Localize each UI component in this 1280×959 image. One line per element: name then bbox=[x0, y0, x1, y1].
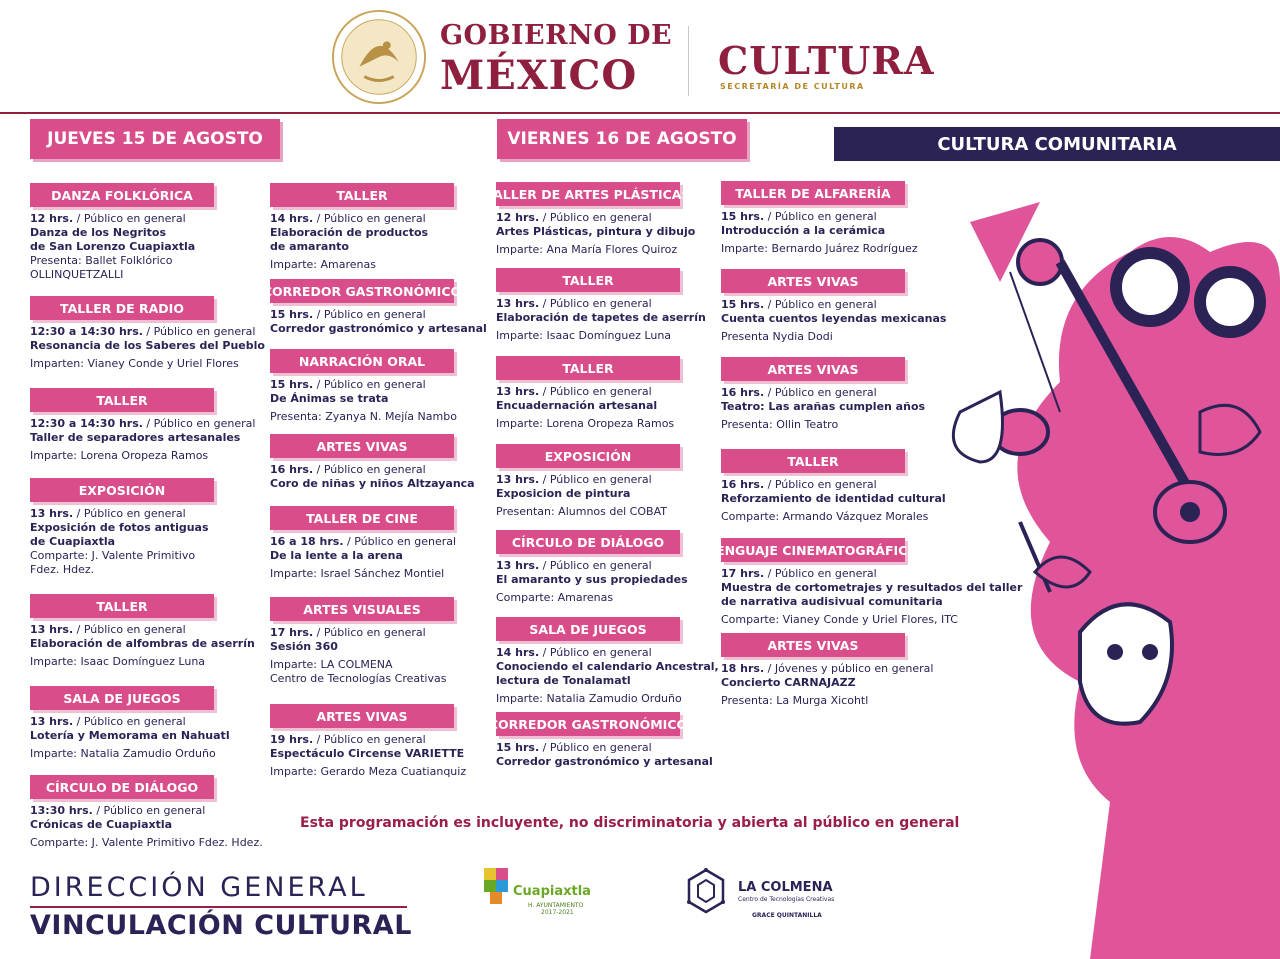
event-time-line bbox=[270, 308, 487, 322]
event-audience: / Público en general bbox=[313, 308, 426, 321]
event-audience: / Público en general bbox=[142, 325, 256, 338]
event-category-label: ARTES VIVAS bbox=[270, 704, 454, 728]
event-hour: 16 hrs. bbox=[721, 386, 765, 399]
ayuntamiento-text: H. AYUNTAMIENTO bbox=[528, 902, 584, 909]
event-audience: / Público en general bbox=[539, 473, 652, 486]
event-hour: 17 hrs. bbox=[270, 626, 314, 639]
event-category-label: TALLER bbox=[270, 183, 454, 207]
event-audience: / Público en general bbox=[73, 623, 186, 636]
vinculacion-cultural-text: VINCULACIÓN CULTURAL bbox=[30, 910, 412, 941]
event-section bbox=[496, 356, 680, 431]
event-time-line bbox=[30, 507, 214, 521]
cultura-title: CULTURA bbox=[718, 38, 935, 83]
event-presenter: Presenta Nydia Dodi bbox=[721, 330, 833, 343]
event-audience: / Público en general bbox=[73, 715, 186, 728]
event-time-line bbox=[721, 478, 946, 492]
event-category-label: TALLER bbox=[30, 594, 214, 618]
event-presenter: Imparte: Ana María Flores Quiroz bbox=[496, 243, 678, 256]
event-hour: 19 hrs. bbox=[270, 733, 314, 746]
event-title: Resonancia de los Saberes del Pueblo bbox=[30, 339, 265, 352]
event-section bbox=[270, 183, 454, 272]
la-colmena-signature: GRACE QUINTANILLA bbox=[752, 912, 822, 919]
event-audience: / Público en general bbox=[764, 210, 877, 223]
event-title: Sesión 360 bbox=[270, 640, 338, 653]
event-presenter: Presenta: Ollin Teatro bbox=[721, 418, 839, 431]
event-presenter: Imparte: Bernardo Juárez Rodríguez bbox=[721, 242, 918, 255]
event-title: Elaboración de productos bbox=[270, 226, 429, 239]
event-time-line bbox=[496, 559, 688, 573]
event-title: Coro de niñas y niños Altzayanca bbox=[270, 477, 475, 490]
event-title: Corredor gastronómico y artesanal bbox=[496, 755, 713, 768]
event-title: Introducción a la cerámica bbox=[721, 224, 886, 237]
event-category-label: ARTES VIVAS bbox=[721, 269, 905, 293]
event-category-label: TALLER DE RADIO bbox=[30, 296, 214, 320]
event-title: El amaranto y sus propiedades bbox=[496, 573, 688, 586]
inclusion-note: Esta programación es incluyente, no discriminatoria y abierta al público en general bbox=[300, 815, 960, 831]
event-category-label: TALLER DE ALFARERÍA bbox=[721, 181, 905, 205]
event-title: Reforzamiento de identidad cultural bbox=[721, 492, 946, 505]
event-time-line bbox=[721, 662, 933, 676]
event-time-line bbox=[270, 535, 456, 549]
mexico-title: MÉXICO bbox=[440, 52, 638, 99]
event-category-label: EXPOSICIÓN bbox=[496, 444, 680, 468]
event-category-label: TALLER bbox=[30, 388, 214, 412]
event-presenter: Comparte: J. Valente Primitivo bbox=[30, 549, 196, 562]
event-audience: / Público en general bbox=[343, 535, 457, 548]
event-presenter: Imparte: Isaac Domínguez Luna bbox=[30, 655, 206, 668]
event-hour: 16 hrs. bbox=[721, 478, 765, 491]
event-time-line bbox=[496, 473, 680, 487]
event-title: de amaranto bbox=[270, 240, 349, 253]
event-time-line bbox=[30, 623, 255, 637]
event-presenter: Imparte: Isaac Domínguez Luna bbox=[496, 329, 672, 342]
event-hour: 13 hrs. bbox=[496, 385, 540, 398]
event-section bbox=[270, 597, 454, 686]
header-divider bbox=[688, 26, 689, 96]
event-section bbox=[30, 686, 230, 761]
event-category-label: DANZA FOLKLÓRICA bbox=[30, 183, 214, 207]
event-audience: / Público en general bbox=[539, 297, 652, 310]
event-section bbox=[488, 712, 713, 769]
event-audience: / Público en general bbox=[313, 378, 426, 391]
event-section bbox=[270, 506, 456, 581]
event-section bbox=[262, 279, 487, 336]
event-section bbox=[30, 775, 263, 850]
event-category-label: ARTES VIVAS bbox=[721, 357, 905, 381]
friday-heading: VIERNES 16 DE AGOSTO bbox=[497, 119, 747, 159]
hexagon-logo-icon bbox=[686, 868, 726, 914]
event-title: lectura de Tonalamatl bbox=[496, 674, 631, 687]
event-audience: / Público en general bbox=[92, 804, 206, 817]
event-audience: / Público en general bbox=[764, 567, 877, 580]
event-presenter: Imparte: Natalia Zamudio Orduño bbox=[496, 692, 682, 705]
event-presenter: Imparte: Lorena Oropeza Ramos bbox=[30, 449, 209, 462]
event-audience: / Público en general bbox=[764, 298, 877, 311]
event-time-line bbox=[496, 741, 713, 755]
event-title: Encuadernación artesanal bbox=[496, 399, 658, 412]
event-time-line bbox=[721, 210, 918, 224]
event-hour: 15 hrs. bbox=[270, 378, 314, 391]
event-presenter: Fdez. Hdez. bbox=[30, 563, 95, 576]
event-section bbox=[30, 183, 214, 282]
event-audience: / Público en general bbox=[539, 211, 652, 224]
event-section bbox=[496, 617, 719, 706]
event-title: Danza de los Negritos bbox=[30, 226, 167, 239]
footer-rule bbox=[30, 906, 407, 908]
event-section bbox=[721, 633, 933, 708]
event-hour: 12 hrs. bbox=[496, 211, 540, 224]
event-title: de San Lorenzo Cuapiaxtla bbox=[30, 240, 196, 253]
event-hour: 18 hrs. bbox=[721, 662, 765, 675]
event-title: de Cuapiaxtla bbox=[30, 535, 116, 548]
event-category-label: CORREDOR GASTRONÓMICO bbox=[496, 712, 680, 736]
event-category-label: LENGUAJE CINEMATOGRÁFICO bbox=[721, 538, 905, 562]
event-presenter: Imparten: Vianey Conde y Uriel Flores bbox=[30, 357, 239, 370]
event-hour: 15 hrs. bbox=[270, 308, 314, 321]
event-audience: / Público en general bbox=[539, 646, 652, 659]
event-category-label: EXPOSICIÓN bbox=[30, 478, 214, 502]
event-title: Corredor gastronómico y artesanal bbox=[270, 322, 487, 335]
ayuntamiento-period: 2017-2021 bbox=[541, 909, 574, 916]
event-time-line bbox=[496, 297, 706, 311]
event-title: De la lente a la arena bbox=[270, 549, 403, 562]
event-audience: / Jóvenes y público en general bbox=[764, 662, 934, 675]
event-audience: / Público en general bbox=[539, 385, 652, 398]
event-hour: 15 hrs. bbox=[496, 741, 540, 754]
event-section bbox=[721, 357, 925, 432]
event-presenter: Imparte: Lorena Oropeza Ramos bbox=[496, 417, 675, 430]
event-time-line bbox=[270, 463, 475, 477]
event-hour: 17 hrs. bbox=[721, 567, 765, 580]
event-hour: 13 hrs. bbox=[30, 507, 74, 520]
event-time-line bbox=[30, 325, 265, 339]
event-section bbox=[270, 349, 457, 424]
event-section bbox=[721, 449, 946, 524]
event-hour: 12 hrs. bbox=[30, 212, 74, 225]
event-section bbox=[30, 594, 255, 669]
event-section bbox=[485, 182, 696, 257]
event-audience: / Público en general bbox=[539, 741, 652, 754]
event-category-label: TALLER DE ARTES PLÁSTICAS bbox=[496, 182, 680, 206]
la-colmena-subtitle: Centro de Tecnologías Creativas bbox=[738, 896, 835, 903]
event-title: Conociendo el calendario Ancestral, bbox=[496, 660, 719, 673]
event-time-line bbox=[270, 733, 466, 747]
event-presenter: Presenta: Ballet Folklórico bbox=[30, 254, 173, 267]
gobierno-title: GOBIERNO DE bbox=[440, 20, 673, 51]
event-title: Concierto CARNAJAZZ bbox=[721, 676, 856, 689]
event-title: Espectáculo Circense VARIETTE bbox=[270, 747, 465, 760]
event-audience: / Público en general bbox=[539, 559, 652, 572]
event-title: Taller de separadores artesanales bbox=[30, 431, 241, 444]
event-presenter: Comparte: Amarenas bbox=[496, 591, 614, 604]
event-hour: 13 hrs. bbox=[496, 559, 540, 572]
event-time-line bbox=[270, 378, 457, 392]
header-rule bbox=[0, 112, 1280, 114]
event-audience: / Público en general bbox=[313, 463, 426, 476]
event-section bbox=[708, 538, 1023, 627]
event-title: Teatro: Las arañas cumplen años bbox=[721, 400, 926, 413]
event-category-label: SALA DE JUEGOS bbox=[30, 686, 214, 710]
event-hour: 13 hrs. bbox=[496, 297, 540, 310]
event-presenter: Imparte: Gerardo Meza Cuatianquiz bbox=[270, 765, 467, 778]
event-time-line bbox=[721, 567, 1022, 581]
cultura-comunitaria-banner: CULTURA COMUNITARIA bbox=[834, 127, 1280, 161]
event-category-label: ARTES VISUALES bbox=[270, 597, 454, 621]
event-section bbox=[721, 181, 918, 256]
event-hour: 13:30 hrs. bbox=[30, 804, 93, 817]
event-hour: 12:30 a 14:30 hrs. bbox=[30, 325, 143, 338]
event-title: de narrativa audisivual comunitaria bbox=[721, 595, 943, 608]
event-audience: / Público en general bbox=[313, 733, 426, 746]
event-audience: / Público en general bbox=[73, 212, 186, 225]
event-category-label: CÍRCULO DE DIÁLOGO bbox=[30, 775, 214, 799]
event-hour: 16 a 18 hrs. bbox=[270, 535, 344, 548]
event-presenter: Presenta: La Murga Xicohtl bbox=[721, 694, 869, 707]
event-presenter: Imparte: LA COLMENA bbox=[270, 658, 393, 671]
event-presenter: Imparte: Amarenas bbox=[270, 258, 376, 271]
event-title: Elaboración de alfombras de aserrín bbox=[30, 637, 255, 650]
secretaria-subtitle: SECRETARÍA DE CULTURA bbox=[720, 82, 865, 91]
event-title: Cuenta cuentos leyendas mexicanas bbox=[721, 312, 947, 325]
event-section bbox=[30, 296, 265, 371]
event-audience: / Público en general bbox=[764, 386, 877, 399]
event-section bbox=[496, 268, 706, 343]
event-time-line bbox=[30, 715, 230, 729]
event-category-label: SALA DE JUEGOS bbox=[496, 617, 680, 641]
event-presenter: Imparte: Israel Sánchez Montiel bbox=[270, 567, 445, 580]
event-hour: 13 hrs. bbox=[30, 623, 74, 636]
event-hour: 14 hrs. bbox=[496, 646, 540, 659]
event-presenter: Presentan: Alumnos del COBAT bbox=[496, 505, 667, 518]
event-hour: 15 hrs. bbox=[721, 298, 765, 311]
event-audience: / Público en general bbox=[73, 507, 186, 520]
event-presenter: Centro de Tecnologías Creativas bbox=[270, 672, 447, 685]
event-title: Exposicion de pintura bbox=[496, 487, 631, 500]
event-section bbox=[270, 704, 466, 779]
event-presenter: Comparte: Vianey Conde y Uriel Flores, ITC bbox=[721, 613, 958, 626]
event-title: Elaboración de tapetes de aserrín bbox=[496, 311, 706, 324]
event-hour: 15 hrs. bbox=[721, 210, 765, 223]
event-title: Artes Plásticas, pintura y dibujo bbox=[496, 225, 696, 238]
event-time-line bbox=[30, 417, 255, 431]
event-time-line bbox=[30, 804, 263, 818]
event-section bbox=[721, 269, 946, 344]
event-hour: 16 hrs. bbox=[270, 463, 314, 476]
event-category-label: TALLER DE CINE bbox=[270, 506, 454, 530]
event-section bbox=[30, 478, 214, 577]
event-audience: / Público en general bbox=[142, 417, 256, 430]
header bbox=[0, 0, 1280, 112]
national-seal-icon bbox=[330, 8, 428, 106]
la-colmena-name: LA COLMENA bbox=[738, 880, 833, 895]
event-title: Muestra de cortometrajes y resultados del taller bbox=[721, 581, 1023, 594]
event-hour: 13 hrs. bbox=[30, 715, 74, 728]
event-category-label: TALLER bbox=[721, 449, 905, 473]
event-time-line bbox=[496, 646, 719, 660]
event-category-label: CORREDOR GASTRONÓMICO bbox=[270, 279, 454, 303]
event-title: De Ánimas se trata bbox=[270, 392, 389, 405]
event-time-line bbox=[496, 385, 680, 399]
event-section bbox=[496, 444, 680, 519]
event-hour: 13 hrs. bbox=[496, 473, 540, 486]
event-time-line bbox=[270, 626, 454, 640]
event-section bbox=[496, 530, 688, 605]
event-section bbox=[30, 388, 255, 463]
event-presenter: Presenta: Zyanya N. Mejía Nambo bbox=[270, 410, 457, 423]
event-presenter: OLLINQUETZALLI bbox=[30, 268, 124, 281]
event-presenter: Imparte: Natalia Zamudio Orduño bbox=[30, 747, 216, 760]
event-category-label: NARRACIÓN ORAL bbox=[270, 349, 454, 373]
event-title: Exposición de fotos antiguas bbox=[30, 521, 209, 534]
event-hour: 12:30 a 14:30 hrs. bbox=[30, 417, 143, 430]
event-title: Crónicas de Cuapiaxtla bbox=[30, 818, 173, 831]
event-presenter: Comparte: Armando Vázquez Morales bbox=[721, 510, 929, 523]
event-time-line bbox=[721, 386, 925, 400]
event-hour: 14 hrs. bbox=[270, 212, 314, 225]
event-presenter: Comparte: J. Valente Primitivo Fdez. Hdez. bbox=[30, 836, 263, 849]
cuapiaxtla-name: Cuapiaxtla bbox=[513, 884, 591, 899]
event-category-label: ARTES VIVAS bbox=[270, 434, 454, 458]
event-audience: / Público en general bbox=[313, 212, 426, 225]
event-category-label: CÍRCULO DE DIÁLOGO bbox=[496, 530, 680, 554]
event-audience: / Público en general bbox=[313, 626, 426, 639]
event-category-label: TALLER bbox=[496, 268, 680, 292]
event-section bbox=[270, 434, 475, 491]
event-time-line bbox=[30, 212, 214, 226]
event-category-label: ARTES VIVAS bbox=[721, 633, 905, 657]
direccion-general-text: DIRECCIÓN GENERAL bbox=[30, 872, 368, 903]
thursday-heading: JUEVES 15 DE AGOSTO bbox=[30, 119, 280, 159]
event-title: Lotería y Memorama en Nahuatl bbox=[30, 729, 230, 742]
event-audience: / Público en general bbox=[764, 478, 877, 491]
event-time-line bbox=[270, 212, 454, 226]
event-category-label: TALLER bbox=[496, 356, 680, 380]
event-time-line bbox=[496, 211, 695, 225]
event-time-line bbox=[721, 298, 946, 312]
